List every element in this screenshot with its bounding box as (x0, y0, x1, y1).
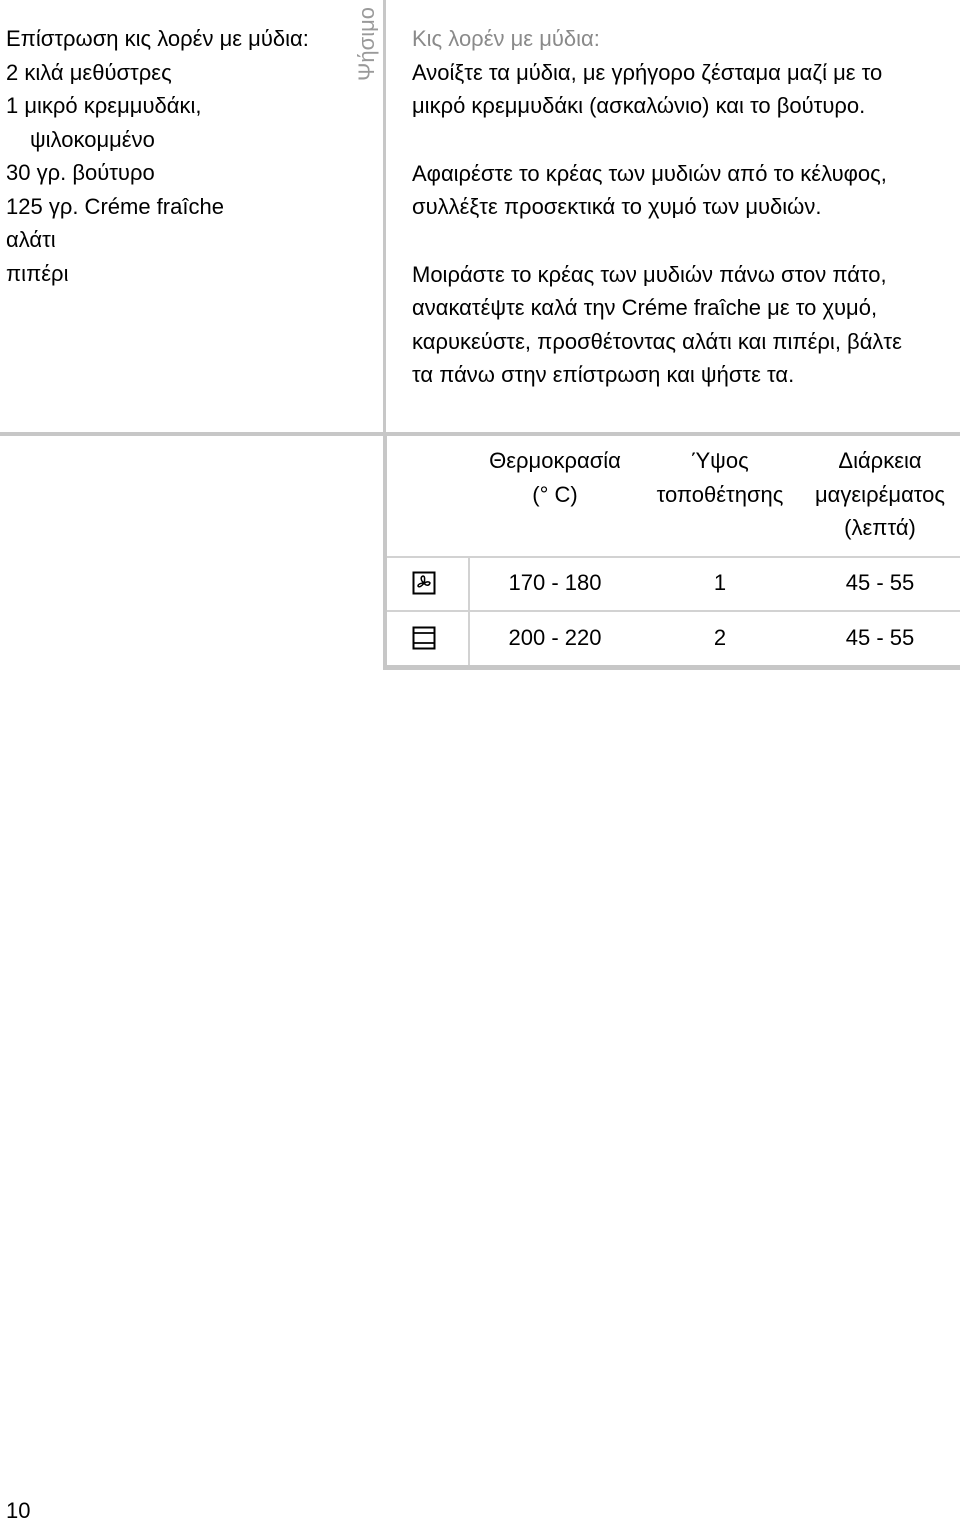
section-divider (0, 432, 960, 436)
ingredient-item: 125 γρ. Créme fraîche (6, 193, 224, 219)
ingredient-item: 30 γρ. βούτυρο (6, 160, 155, 185)
page-number: 10 (6, 1498, 31, 1523)
header-separator (387, 556, 960, 558)
method-paragraph-2: Αφαιρέστε το κρέας των μυδιών από το κέλυφος, συλλέξτε προσεκτικά το χυμό των μυδιών. (412, 160, 887, 219)
ingredient-item: πιπέρι (6, 260, 69, 286)
cell-temperature: 170 - 180 (508, 570, 602, 595)
header-duration: Διάρκεια μαγειρέματος (λεπτά) (814, 448, 946, 540)
cell-duration: 45 - 55 (845, 570, 915, 595)
ingredients-title: Επίστρωση κις λορέν με μύδια: (6, 26, 309, 51)
cell-level: 2 (713, 625, 727, 650)
fan-oven-icon (412, 571, 436, 595)
method-paragraph-1: Ανοίξτε τα μύδια, με γρήγορο ζέσταμα μαζί με το μικρό κρεμμυδάκι (ασκαλώνιο) και το βούτυρο. (412, 59, 883, 118)
cell-level: 1 (713, 570, 727, 595)
ingredients-list (6, 22, 346, 290)
cell-temperature: 200 - 220 (508, 625, 602, 650)
ingredient-item: 1 μικρό κρεμμυδάκι, (6, 93, 202, 118)
method-heading: Κις λορέν με μύδια: (412, 26, 600, 51)
method-paragraph-3: Μοιράστε το κρέας των μυδιών πάνω στον πάτο, ανακατέψτε καλά την Créme fraîche με το χυμό, καρυκεύστε, προσθέτοντας αλάτι και πιπέρι, βάλτε τα πάνω στην επίστρωση και ψήστε τα. (412, 261, 902, 387)
section-tab (350, 0, 384, 92)
table-left-border (383, 436, 387, 670)
cell-duration: 45 - 55 (845, 625, 915, 650)
header-temperature: Θερμοκρασία (° C) (489, 448, 621, 507)
icon-column-separator (468, 558, 470, 665)
ingredient-item: ψιλοκομμένο (30, 126, 155, 152)
table-bottom-border (383, 665, 960, 670)
method-text (412, 22, 960, 426)
ingredient-item: αλάτι (6, 227, 56, 252)
header-level: Ύψος τοποθέτησης (656, 448, 784, 507)
top-bottom-heat-icon (412, 626, 436, 650)
section-tab-label: Ψήσιμο (354, 7, 379, 81)
ingredient-item: 2 κιλά μεθύστρες (6, 59, 172, 85)
column-divider (383, 0, 386, 436)
row-separator (387, 610, 960, 612)
